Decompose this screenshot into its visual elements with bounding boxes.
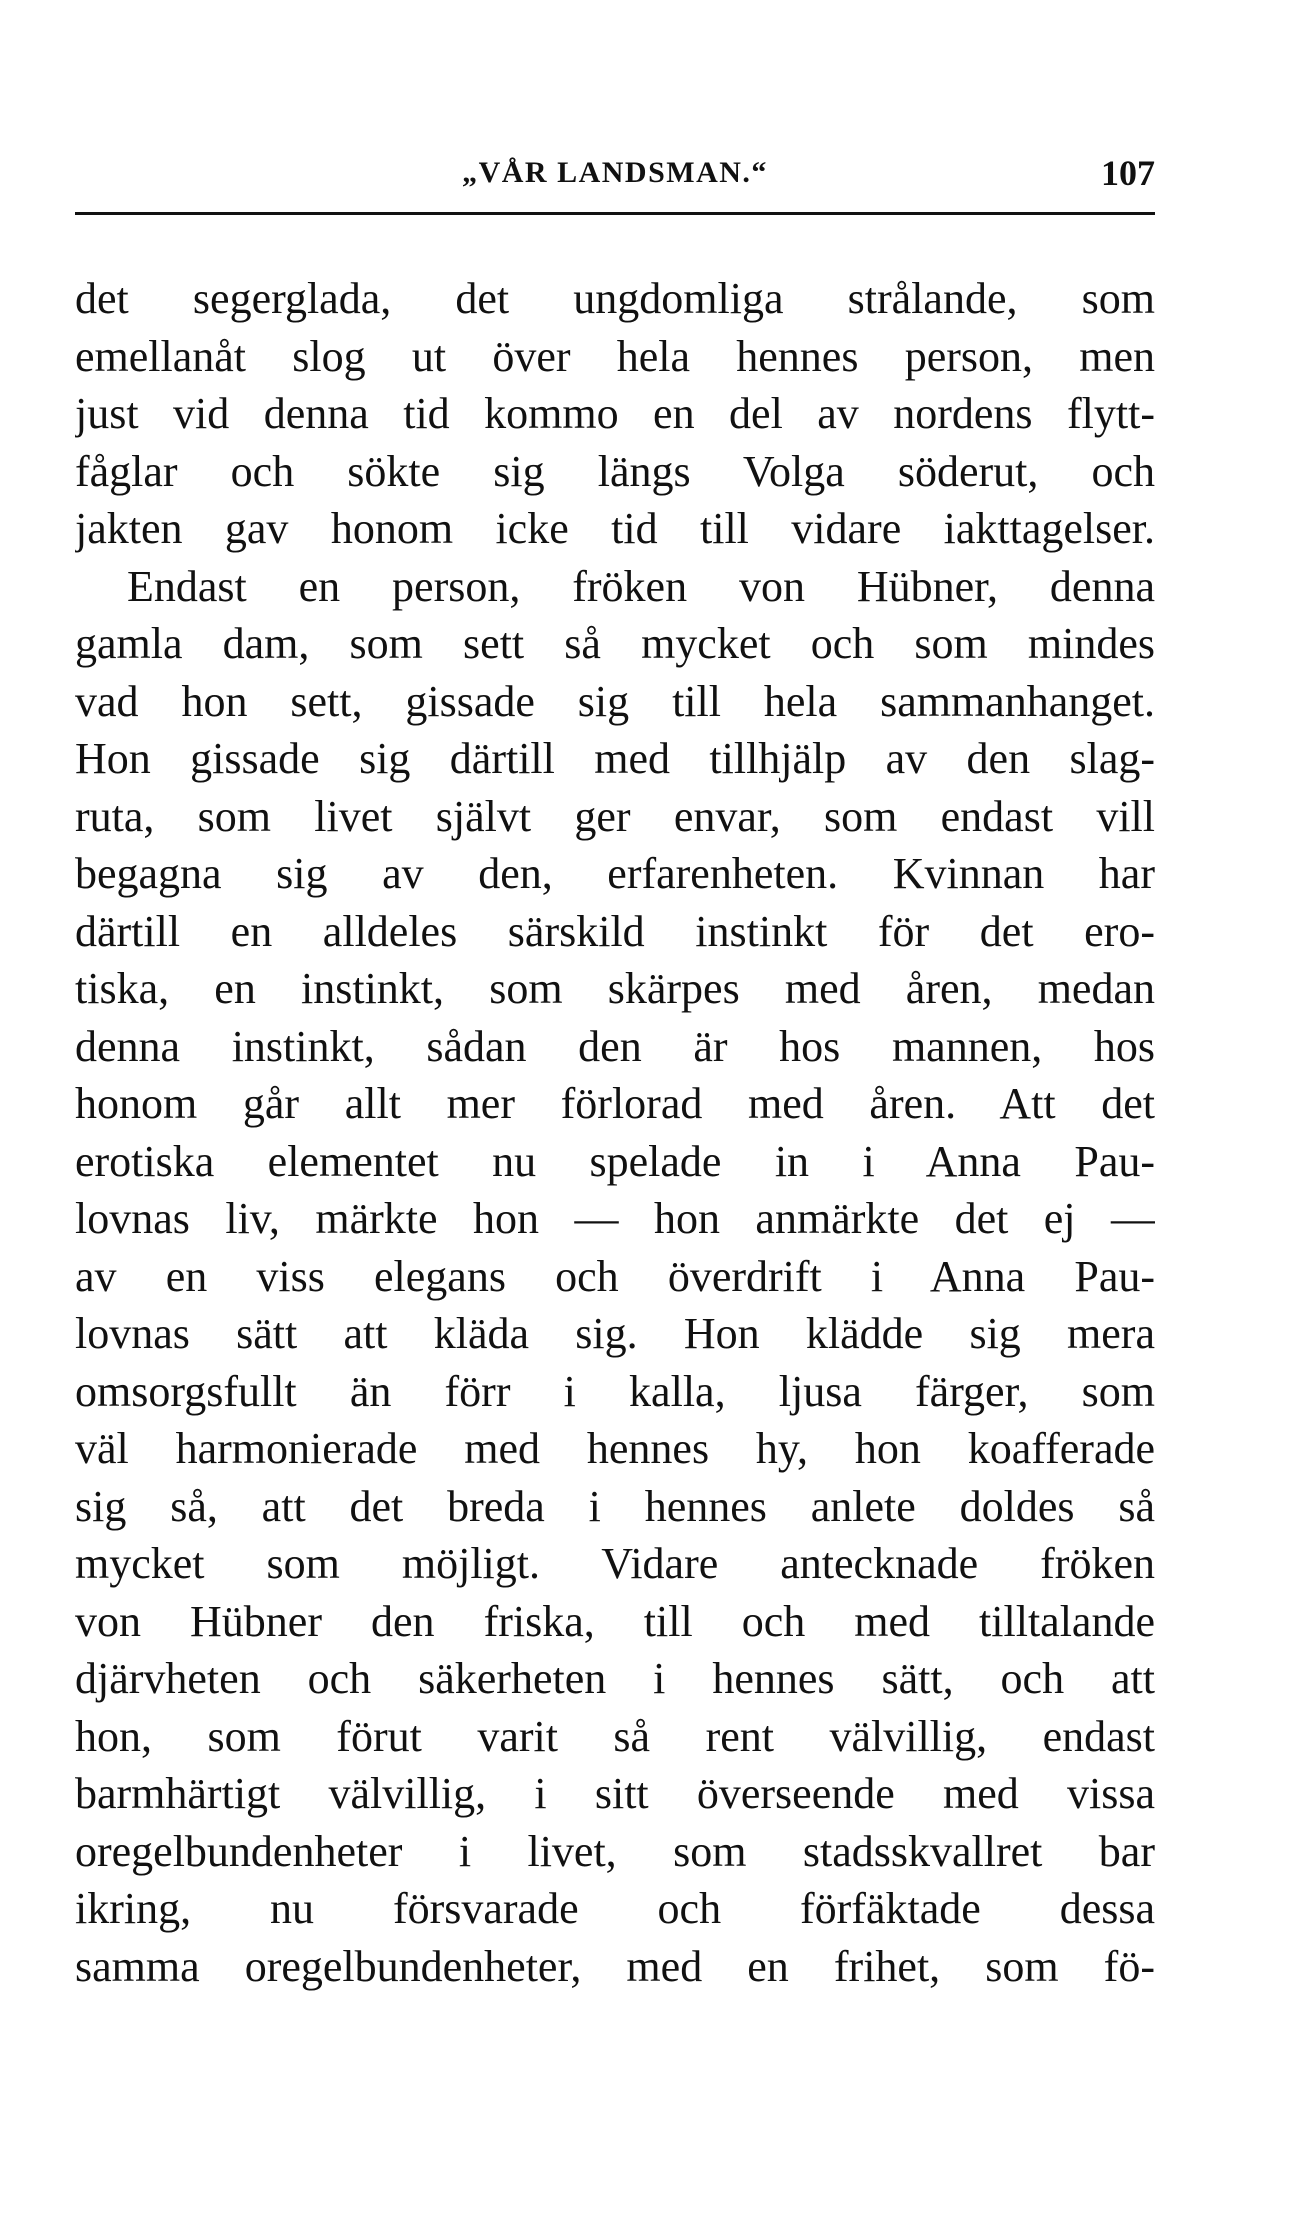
running-head [75,148,1155,198]
text-line: oregelbundenheter i livet, som stadsskvallret bar [75,1826,1155,1876]
running-title: „VÅR LANDSMAN.“ [462,156,768,189]
text-line: just vid denna tid kommo en del av nordens flytt- [75,389,1155,438]
text-line: barmhärtigt välvillig, i sitt överseende med vissa [75,1769,1155,1818]
text-line: Endast en person, fröken von Hübner, denna [127,561,1155,611]
text-line: Hon gissade sig därtill med tillhjälp av den slag- [75,734,1155,783]
text-line: mycket som möjligt. Vidare antecknade fröken [75,1539,1155,1588]
text-line: hon, som förut varit så rent välvillig, endast [75,1711,1155,1761]
text-line: väl harmonierade med hennes hy, hon koafferade [75,1424,1155,1473]
text-line: lovnas liv, märkte hon — hon anmärkte det ej — [75,1194,1155,1243]
text-line: honom går allt mer förlorad med åren. Att det [75,1079,1155,1128]
text-line: denna instinkt, sådan den är hos mannen, hos [75,1021,1155,1071]
text-line: det segerglada, det ungdomliga strålande, som [75,274,1155,323]
text-line: omsorgsfullt än förr i kalla, ljusa färger, som [75,1366,1155,1416]
text-line: jakten gav honom icke tid till vidare iakttagelser. [75,504,1155,553]
text-line: emellanåt slog ut över hela hennes person, men [75,331,1155,381]
text-line: erotiska elementet nu spelade in i Anna Pau- [75,1136,1155,1186]
page-number: 107 [1101,153,1155,193]
header-rule [75,212,1155,215]
text-line: djärvheten och säkerheten i hennes sätt, och att [75,1654,1155,1703]
text-line: av en viss elegans och överdrift i Anna Pau- [75,1251,1155,1301]
text-line: ikring, nu försvarade och förfäktade dessa [75,1884,1155,1933]
text-line: samma oregelbundenheter, med en frihet, som fö- [75,1941,1155,1991]
text-line: därtill en alldeles särskild instinkt för det ero- [75,906,1155,956]
text-line: begagna sig av den, erfarenheten. Kvinnan har [75,849,1155,898]
text-line: tiska, en instinkt, som skärpes med åren, medan [75,964,1155,1013]
body-text [75,270,1155,1995]
text-line: lovnas sätt att kläda sig. Hon klädde sig mera [75,1309,1155,1358]
text-line: vad hon sett, gissade sig till hela sammanhanget. [75,676,1155,726]
text-line: von Hübner den friska, till och med tilltalande [75,1596,1155,1646]
text-line: ruta, som livet självt ger envar, som endast vill [75,791,1155,841]
text-line: fåglar och sökte sig längs Volga söderut, och [75,446,1155,496]
text-line: gamla dam, som sett så mycket och som mindes [75,619,1155,668]
text-line: sig så, att det breda i hennes anlete doldes så [75,1481,1155,1531]
